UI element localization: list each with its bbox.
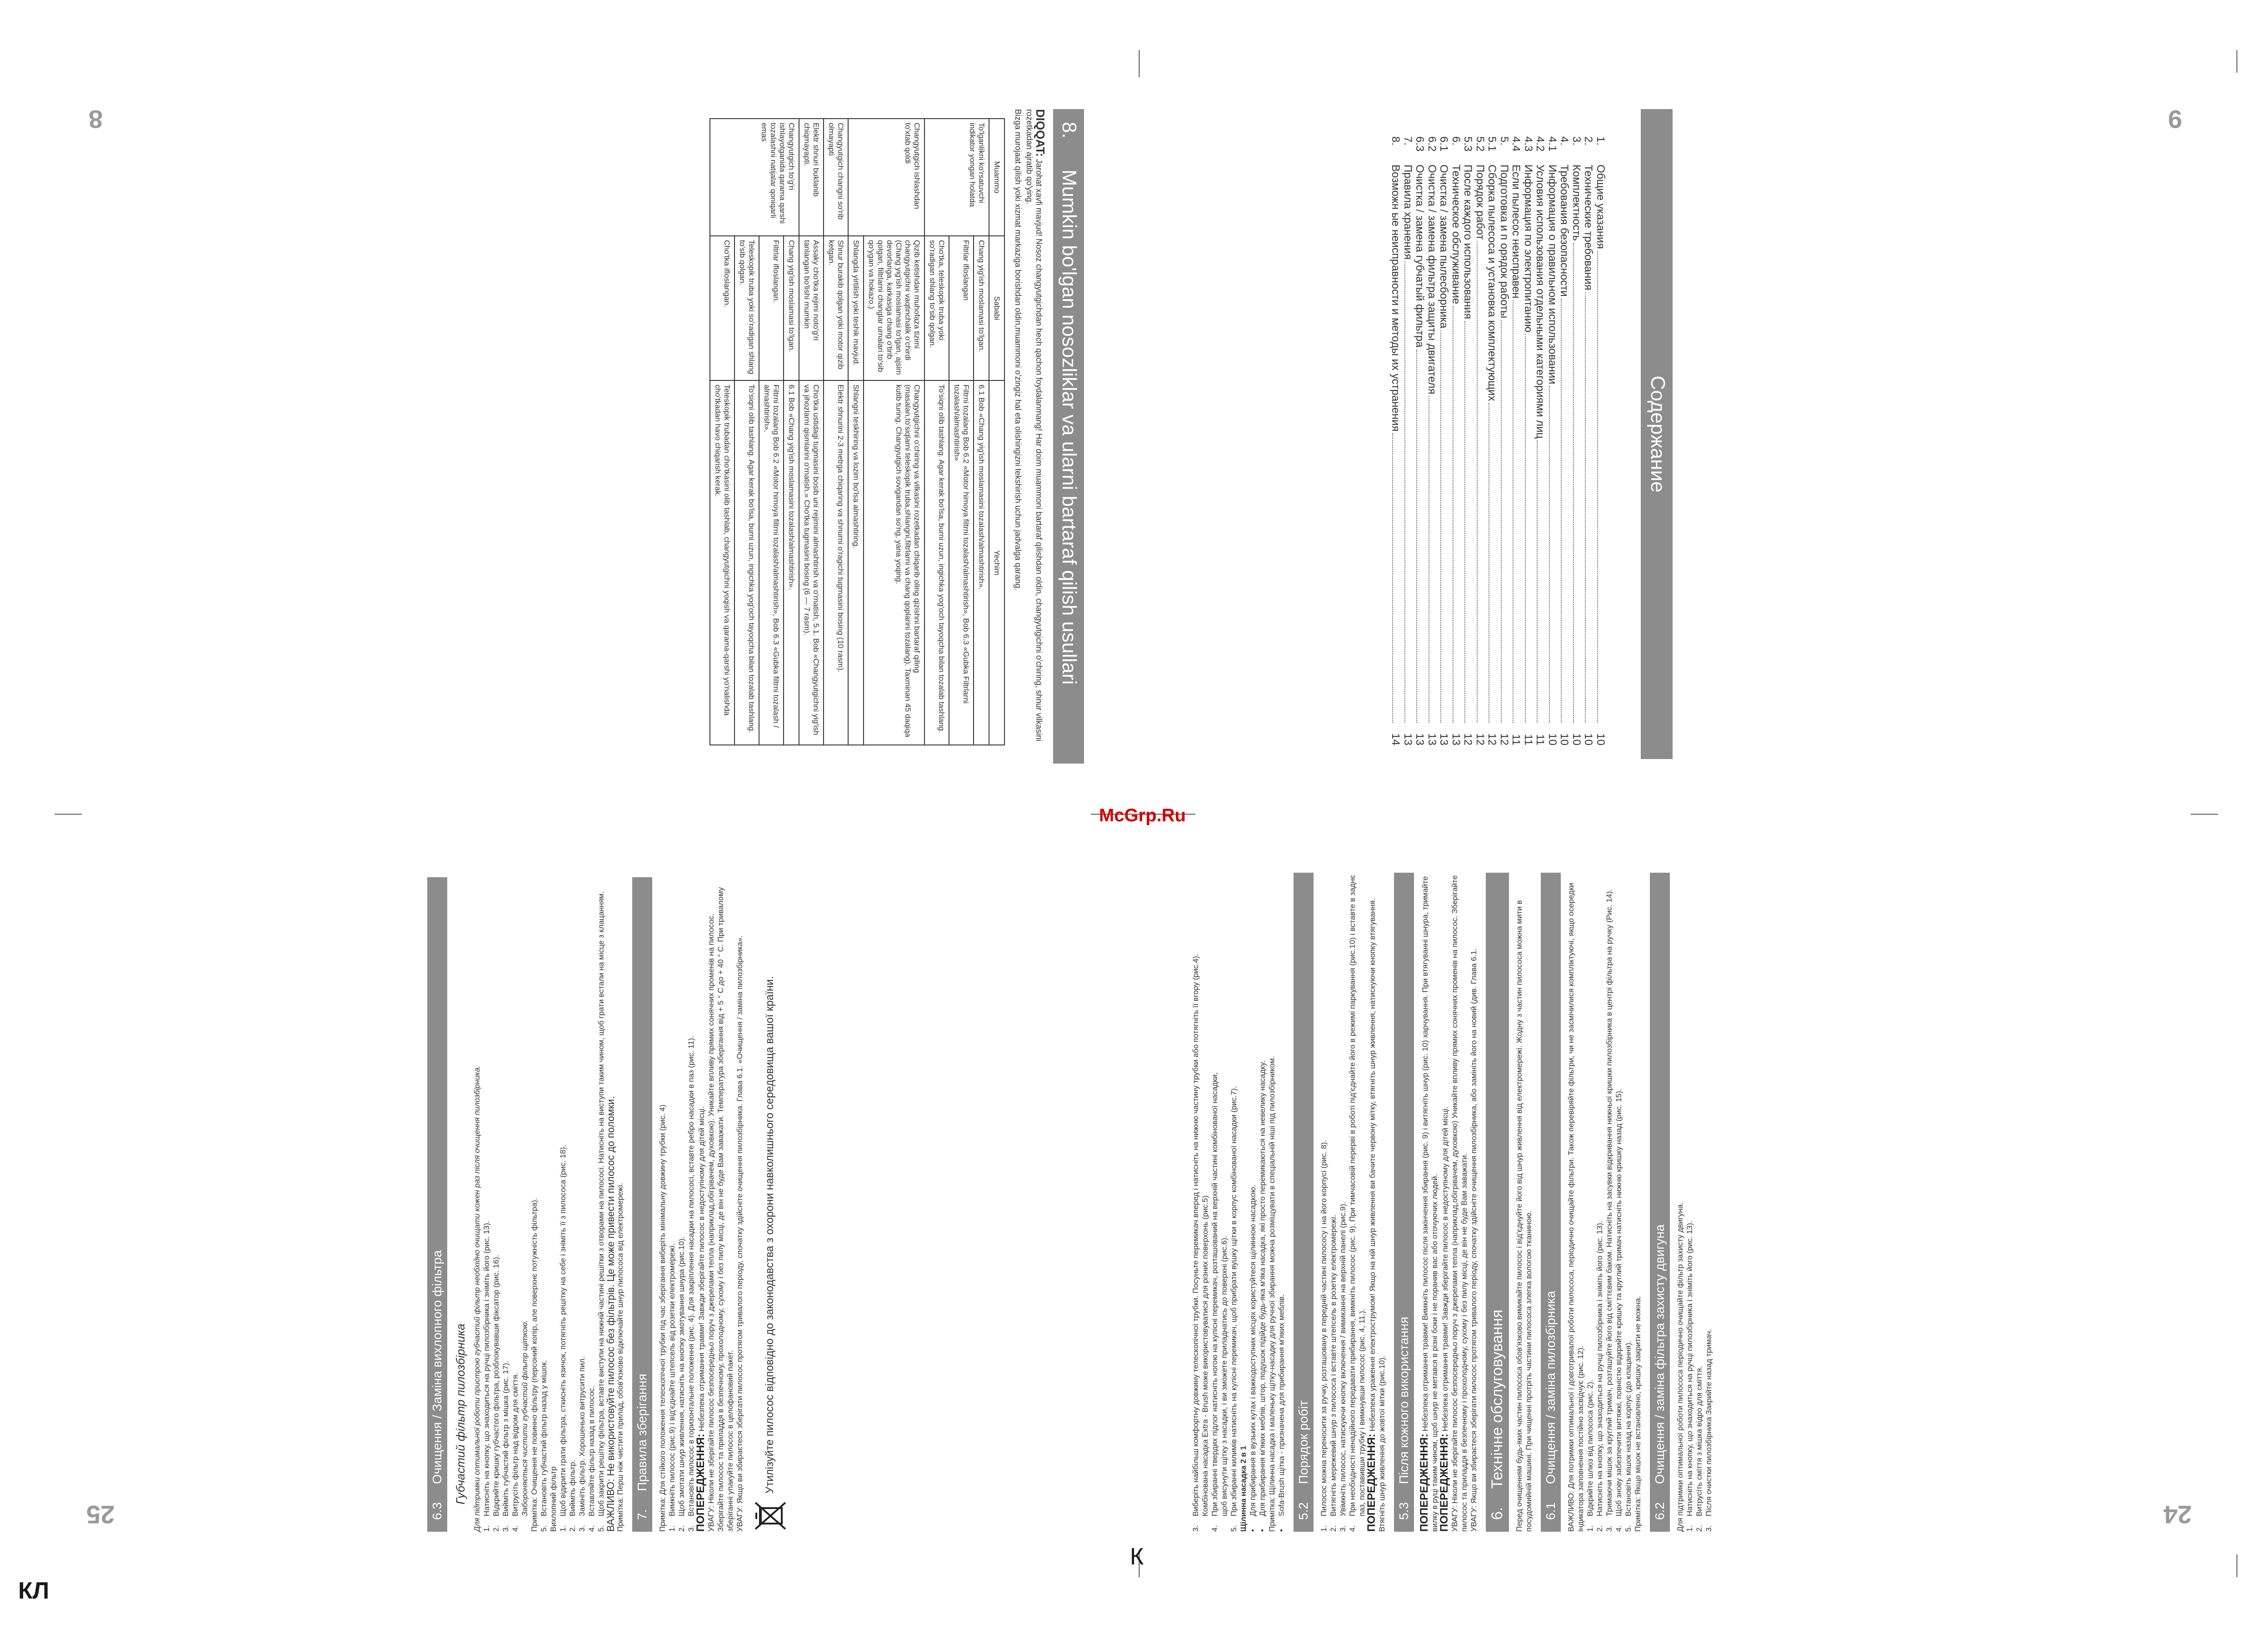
warning: ПОПЕРЕДЖЕННЯ: Небезпека отримання травми! Вимкніть пилосос після закінчення збирання (рис. 9) і витягніть шнур (рис. 10) харчування. При втягуванні шнура, тримайте вилку в руці таким чином, щоб шнур не метався в різні боки і не поранив вас або оточуючих людей. bbox=[1418, 876, 1439, 1532]
note: Примітка: Якщо мішок не встановлено, кришку закрити не можна. bbox=[1634, 1296, 1642, 1532]
table-row: Teleskopik truba yoki so'radigan shlang to'sib qolgan. To'siqni olib tashlang. Agar kerak bo'lsa, burni uzun, ingichka yog'och tayoqcha bilan tozalab tashlang. bbox=[734, 119, 759, 745]
list-item: 3. Вийміть губчастий фільтр з мішка (рис. 17). bbox=[501, 1360, 510, 1532]
list-item: 2. Натисніть на кнопку, що знаходиться на ручці пилозбірника і зніміть його (рис. 13). bbox=[1595, 1220, 1604, 1532]
section-7-band: 7.Правила зберігання bbox=[632, 877, 652, 1532]
toc-row[interactable]: 6.1 Очистка / замена пылесборника 13 bbox=[1438, 136, 1450, 745]
diqqat-label: DIQQAT: bbox=[1034, 109, 1047, 157]
section8-band bbox=[1053, 109, 1084, 764]
col-header-problem: Muammo bbox=[989, 119, 1004, 236]
list-item: 4. Щоб знову забезпечити витяжкі, повністю відкрийте кришку та круглий тримач натисніть нижню кришку назад (рис. 15). bbox=[1614, 1089, 1623, 1532]
toc-list bbox=[1389, 136, 1606, 745]
toc-row[interactable]: 4.2 Условия использования отдельными категориями лиц 11 bbox=[1534, 136, 1547, 745]
toc-row[interactable]: 3. Комплектность 10 bbox=[1570, 136, 1583, 745]
sponge-heading: Губчастий фільтр пилозбірника bbox=[454, 1324, 467, 1504]
list-item: 5. Встановіть губчастий фільтр назад у мішок. bbox=[540, 1360, 548, 1532]
table-row: Cho'tka, teleskopik truba yoki so'radigan shlang to'sib qolgan. To'siqni olib tashlang. Agar kerak bo'lsa, burni uzun, ingichka yog'och tayoqcha bilan tozalab tashlang. bbox=[924, 119, 949, 745]
sponge-intro: Для підтримки оптимальної роботи пристрою губчастий фільтр необхідно очищати кожен раз після очищення пилозбірника. bbox=[473, 1065, 481, 1532]
toc-row[interactable]: 4.4 Если пылесос неисправен 11 bbox=[1510, 136, 1523, 745]
list-item: 2. Витягніть мережевий шнур з пилососа і вставте штепсель в розетку електромережі. bbox=[1329, 1214, 1338, 1532]
toc-title-band bbox=[1641, 109, 1673, 759]
toc-row[interactable]: 5.3 После каждого использования 12 bbox=[1462, 136, 1474, 745]
toc-row[interactable]: 6.3 Очистка / замена губчатый фильтра 13 bbox=[1414, 136, 1426, 745]
recycle-text: Утилізуйте пилосос відповідно до законодавства з охорони навколишнього середовища вашої країни. bbox=[764, 976, 776, 1494]
watermark: McGrp.Ru bbox=[1099, 805, 1186, 825]
list-item: 4. Вставляйте фільтр назад в пилосос. bbox=[587, 1385, 596, 1532]
list-item: 4. При збиранні твердих підлог натисніть ногою на кулісні перемикач, розташований на верхній частині комбінованої насадки, bbox=[1210, 1072, 1219, 1532]
toc-row[interactable]: 5.1 Сборка пылесоса и установка комплектующих 12 bbox=[1486, 136, 1499, 745]
diqqat-text: Jarohat xavfi mavjud! Nosoz changyutgichdan hech qachon foydalanmang! Har doim muammoni bartaraf qilishdan oldin, changyutgichni o'chiring, shnur vilkasini rozetkadan ajratib qo'ying. bbox=[1025, 109, 1044, 742]
page-number-top-right: 9 bbox=[2168, 105, 2183, 134]
list-item: 1. Щоб відкрити грати фільтра, сткисніть язичок, потягніть решітку на себе і зніміть її з пилососа (рис. 18). bbox=[559, 1145, 567, 1532]
list-item: 3. Після очистки пилозбірника Закрийте назад тримач. bbox=[1704, 1329, 1713, 1532]
crop-mark bbox=[2236, 1554, 2238, 1577]
important-note: ВАЖЛИВО: Не використовуйте пилосос без фільтрів. Це може привести пилосос до поломки. bbox=[605, 1096, 616, 1532]
list-item: 3. Виберіть найбільш комфортну довжину телескопічної трубки. Посуньте перемикач вперед і натисніть на нижню частину трубки або потягніть її вгору (рис.4). bbox=[1191, 954, 1200, 1532]
section-6-band: 6.Технічне обслуговування bbox=[1486, 873, 1509, 1532]
list-item: 3. Тримаючи мішок за круглий тримач, розташуйте його від сміттєвим баком. Натисніть на засувки відкривання нижньої кришки пилозбірника в центрі фільтра на ручку (Рис. 14). bbox=[1605, 889, 1614, 1532]
caution: УВАГУ: Якщо ви збираєтеся зберігати пилосос протягом тривалого періоду, спочатку здійсніте очищення пилозбірника. Глава 6.1. «Очищення / заміна пилозбірника». bbox=[735, 935, 744, 1532]
list-item: 4. Витрусіть фільтр над відром для сміття. bbox=[511, 1373, 520, 1532]
caution: УВАГУ: Ніколи не зберігайте пилосос безпосередньо поруч з джерелами тепла (наприклад,обігрівачем, духовкою). Уникайте впливу прямих сонячних променів на пилосос. Зберігайте пилосос та приладдя в безпечному, прохолодному, сухому і без пилу місці, де він не буде Вам заважати. Температура зберігання від + 5 ° C до + 40 ° C. При тривалому зберіганні упакуйте пилосос в целофановий пакет. bbox=[707, 887, 734, 1532]
list-item: 1. Пилосос можна переносити за ручку, розташовану в передній частині пилососу і на його корпусі (рис. 8). bbox=[1319, 1140, 1328, 1532]
toc-row[interactable]: 2. Технические требования 10 bbox=[1582, 136, 1595, 745]
toc-page bbox=[1186, 109, 1673, 759]
section-6-2-band: 6.2Очищення / заміна фільтра захисту двигуна bbox=[1650, 873, 1670, 1532]
toc-row[interactable]: 4.1 Информация о правильном использовании 10 bbox=[1546, 136, 1559, 745]
toc-row[interactable]: 4. Требования безопасности 10 bbox=[1558, 136, 1571, 745]
table-row: Shlangda yirtilish yoki teshik mavjud. Shlangni teskhiring va lozim bo'lsa almashtiring. bbox=[848, 119, 864, 745]
page24-intro bbox=[1191, 873, 1239, 1532]
section-5-3-band: 5.3Після кожного використання bbox=[1394, 873, 1414, 1532]
section-6-3-band: 6.3Очищення / Заміна вихлопного фільтра bbox=[427, 877, 447, 1532]
note: Примітка: Для стійкого положення телескопічної трубки під час зберігання виберіть мінімальну довжину трубки (рис. 4) bbox=[658, 1104, 667, 1532]
section8-title: Mumkin bo'lgan nosozliklar va ularni bartaraf qilish usullari bbox=[1058, 169, 1080, 685]
section-5-2-band: 5.2Порядок робіт bbox=[1294, 873, 1314, 1532]
list-item: 5. При збиранні килимів натисніть на кулісні перемикач, щоб прибрати вушку щітки в корпус комбінованої насадки (рис.7). bbox=[1229, 1086, 1238, 1532]
page25 bbox=[427, 877, 1073, 1532]
section8-warning bbox=[1024, 109, 1045, 764]
toc-row[interactable]: 5. Подготовка и п орядок работы 12 bbox=[1498, 136, 1510, 745]
important-note: ВАЖЛИВО: Для потримки оптимальної і довготривалої роботи пилососа, періодично очищайте фільтри. Також перевіряйте фільтри, чи не засмічилися компліктуючі, якщо осередки індикатора заповнення постійно засвідчує (рис. 12). bbox=[1567, 883, 1585, 1532]
list-item: • Для прибирання в вузьких кутах і важкодоступних місцях користуйтеся щілинною насадкою. bbox=[1249, 1184, 1257, 1532]
warning: ПОПЕРЕДЖЕННЯ: Небезпека ураження електрострумом! Якщо на ній шнур живлення ви бачите червону мітку, втягніть шнур живлення, натискуючи кнопку втягування. Втягніть шнур живлення до жовтої мітки (рис.10). bbox=[1365, 898, 1386, 1532]
list-item: 3. Замініть фільтр. Хорошенько витрусити пил. bbox=[578, 1356, 586, 1532]
list-item: 1. Вимкніть пилосос (рис.9) і від'єднайте штепсель від розетки електромережі. bbox=[668, 1243, 676, 1532]
note: Примітка: Очищення не повинно фільтру (персоний копір, але поверхнє потужність фільтра). bbox=[530, 1198, 539, 1532]
table-row: Cho'tka ifloslangan. Teleskopik trubadan cho'tkasini olib tashlab, changyutgichni yoqish va qarama-qarshi yo'nalishda cho'tkadan havo chiqarish kerak. bbox=[710, 119, 734, 745]
nozzle-heading: Щілинна насадка 2 в 1 bbox=[1239, 1445, 1248, 1532]
toc-row[interactable]: 6. Техническое обслуживание 13 bbox=[1450, 136, 1462, 745]
note: Примітка: Щілинна насадка і маленьку щітку-насадку для ручної збирання можна розміщувати в спеціальній ніші під пилозбірником. bbox=[1268, 1056, 1276, 1532]
list-item: 1. Натисніть на кнопку, що знаходиться на ручці пилозбірника і зніміть його (рис. 13). bbox=[482, 1220, 491, 1532]
toc-row[interactable]: 7. Правила хранения 13 bbox=[1402, 136, 1414, 745]
toc-row[interactable]: 6.2 Очистка / замена фильтра защиты двигателя 13 bbox=[1426, 136, 1438, 745]
side-letter: К bbox=[1130, 1544, 1144, 1570]
list-item: 3. Увімкніть пилосос, натискуючи кнопку включення / вимикання на верхній панелі (рис.9). bbox=[1339, 1202, 1347, 1532]
table-row: Elektr shnuri buklanib chiqmayapti. Assaky cho'tka rejimi noto'g'ri tanlangan bo'lishi mumkin Cho'tka ustidagi tugmasini bosib uni rejimini almashtirish va o'rnatish, 5.1. Bob «Changyutgichni yig'ish va jihozlarni qismlarini o'rnatish.» Cho'tka tugmasini bosing (6 — 7 rasm). bbox=[799, 119, 824, 745]
crop-mark bbox=[1139, 50, 1140, 77]
col-header-cause: Sababi bbox=[989, 236, 1004, 380]
crop-mark bbox=[2236, 50, 2238, 73]
table-header-row bbox=[989, 119, 1004, 745]
list-item: • Sofa-Brush щітка - призначена для прибирання м'яких меблів. bbox=[1277, 1294, 1286, 1532]
list-item: 2. Щоб змотати шнур живлення, натисніть на кнопку змотування шнура (рис.10). bbox=[677, 1236, 686, 1532]
section8-page bbox=[448, 109, 1084, 764]
table-row: Changyutgich ishlashdan to'xtab qoldi Qizib ketishdan muhofaza tizimi changyutgichni vaqtinchalik o'chirdi (Chang yig'ish moslamasi to'lgan, ajsim devorlariga, karkasiga chang o'tirib qolgan, filtrlarni changlar urnalari to'sib qo'ygan va hokazo.) Changyutgichni o'chiring va vilkasini rozetkadan chiqarib oling qizishni bartaraf qiling (masalan,to'siqlarni teleskopik truba,shlangni,filtrlarni va chang qoplarini tozalang). Taxminan 45 daqiqa kutib turing. Changyutgich sovigandan so'ng, yana yoqing. bbox=[864, 119, 924, 745]
note: Примітка: Перш ніж чистити прилад, обов'язково відключайте шнур пилососа від електромережі. bbox=[616, 1183, 624, 1532]
list-item: 5. Щоб закрити решітку фільтра, вставте виступи на нижній частині решітки з отворами на пилососі. Натисніть на виступи таким чином, щоб грати встали на місце з клацанням. bbox=[597, 891, 605, 1532]
warning: ПОПЕРЕДЖЕННЯ: Небезпека отримання травми! Завжди зберігайте пилосос в недоступному для дітей місці. bbox=[1438, 1106, 1450, 1532]
toc-row[interactable]: 1. Общие указания 10 bbox=[1594, 136, 1607, 745]
toc-row[interactable]: 4.3 Информация по электропитанию 11 bbox=[1522, 136, 1534, 745]
page-number-top-left: 8 bbox=[89, 105, 103, 134]
section-6-intro: Перед очищенням будь-яких частин пилососа обов'язково вимикайте пилосос і від'єднуйте його від шнур живлення від електромережі. Жодну з частин пилососа можна мити в посудомийній машині. При чищенні протріть частини пилососа злегка вологою тканиною. bbox=[1515, 900, 1533, 1532]
toc-row[interactable]: 8. Возможн ые неисправности и методы их устранения 14 bbox=[1389, 136, 1402, 745]
exhaust-heading: Вихлопний фільтр bbox=[549, 1466, 558, 1532]
list-item: щоб висунути щітку з насадки, і ви зможете приладнатись до поверхні (рис.6). bbox=[1220, 1235, 1229, 1516]
list-item: 1. Відкрийте шлюз від пилососа (рис. 2). bbox=[1586, 1379, 1594, 1532]
page-number-bottom-right: 24 bbox=[2163, 1500, 2192, 1529]
table-row: To'lganlikni ko'rsatuvchi indikator yongan holatda Chang yig'ish moslamasi to'lgan. 6.1 Bob «Chang yig'ish moslamasini tozalash/almashtirish». bbox=[974, 119, 989, 745]
protect-heading: Забороняється чистити губчастий фільтр щіткою. bbox=[520, 1320, 529, 1516]
col-header-solution: Yechim bbox=[989, 380, 1004, 745]
corner-mark: КЛ bbox=[18, 1578, 50, 1604]
list-item: • Для прибирання м'яких меблів, штор, подушок підійде будь-яка м'яка насадка, які просто перемикаються на невелику насадку. bbox=[1258, 1060, 1267, 1532]
list-item: 2. Відкрийте кришку губчастого фільтра, розблокувавши фіксатор (рис. 16). bbox=[492, 1254, 500, 1532]
table-row: Changyutgich to'g'ri ishlayotganida qarama qarshi tozalashni natijalar qoniqarli emas Chang yig'ish moslamasi to'lgan. 6.1 Bob «Chang yig'ish moslamasini tozalash/almashtirish». bbox=[784, 119, 799, 745]
troubleshooting-table bbox=[709, 118, 1005, 745]
recycle-block bbox=[752, 877, 788, 1532]
list-item: 3. Встановіть пилосос в горизонтальне положення (рис. 4). Для закріплення насадки на пилососі, вставте ребро насадки в паз (рис. 11). bbox=[687, 1036, 695, 1532]
list-item: 5. Встановіть мішок назад на корпус (до клацання). bbox=[1624, 1340, 1633, 1532]
caution: УВАГУ: Ніколи не зберігайте пилосос безпосередньо поруч з джерелами тепла (наприклад,обігрівачем, духовкою) Уникайте впливу прямих сонячних променів на пилосос. Зберігайте пилосос та приладдя в безпечному і прохолодному, сухому і без пилу місці, де він не буде Вам заважати. bbox=[1450, 875, 1469, 1532]
list-item: 2. Витрусіть сміття з мішка відро для сміття. bbox=[1695, 1366, 1703, 1532]
crossed-bin-icon bbox=[752, 1500, 788, 1532]
list-item: 1. Натисніть на кнопку, що знаходиться на ручці пилозбірника і зніміть його (рис. 13). bbox=[1685, 1220, 1694, 1532]
list-item: Комбінована насадка Extra - Brush може використовуватися для різних поверхонь (рис.5) bbox=[1201, 1195, 1209, 1516]
toc-row[interactable]: 5.2 Порядок работ 12 bbox=[1474, 136, 1486, 745]
page-number-bottom-left: 25 bbox=[86, 1500, 115, 1529]
crop-mark bbox=[2191, 814, 2218, 815]
toc-title: Содержание bbox=[1647, 375, 1669, 493]
page24 bbox=[1191, 873, 1986, 1532]
section-6-1-band: 6.1Очищення / заміна пилозбірника bbox=[1541, 873, 1561, 1532]
section8-note: Bizga murojaat qilish yoki xizmat markaziga borishdan oldin,muammoni o'zingiz hal eta olishingizni tekshirish uchun jadvalga qarang. bbox=[1014, 109, 1023, 590]
warning: ПОПЕРЕДЖЕННЯ: Небезпека отримання травми! Завжди зберігайте пилосос в недоступному для дітей місці. bbox=[694, 1106, 707, 1532]
crop-mark bbox=[55, 814, 82, 815]
table-row: Filtrlar ifloslangan Filtrni tozalang Bob 6.2 «Motor himoya filtrni tozalash/almashtirish», Bob 6.3 «Gubka Filtrlarni tozalash/almashtirish» bbox=[949, 119, 974, 745]
section8-num: 8. bbox=[1058, 122, 1080, 139]
list-item: 4. При необхідності ненадійного передавати прибирання, вимкніть пилосос (рис. 9). При тимчасовій перерві в роботі під'єднайте його в режимі паркування (рис.10) і вставте в заднє паз, поставивши трубку і вимкнувши пилосос (рис. 4, 11.). bbox=[1348, 875, 1366, 1532]
table-row: Changyutgich changni so'rib olmayapti Shnur burakib qolgan yoki motor qizib ketgan. Elektr shnurini 2-3 metrga chiqaring va shnurni o'ragichi tugmasini bosing (10 rasm). bbox=[824, 119, 848, 745]
section-6-2-intro: Для підтримки оптимальної роботи пилососа періодично очищайте фільтр захисту двигуна. bbox=[1676, 1202, 1684, 1532]
table-row: Filtrlar ifloslangan. Filtrni tozalang Bob 6.2 «Motor himoya filtrni tozalash/almashtirish», Bob 6.3 «Gubka filtrni tozalash / almashtirish». bbox=[759, 119, 784, 745]
caution: УВАГУ: Якщо ви збираєтеся зберігати пилосос протягом тривалого періоду, спочатку здійсніте очищення пилозбірника, або замініть його на новий (див. Глава 6.1. bbox=[1469, 948, 1478, 1532]
list-item: 2. Вийміть фільтр. bbox=[568, 1459, 577, 1532]
